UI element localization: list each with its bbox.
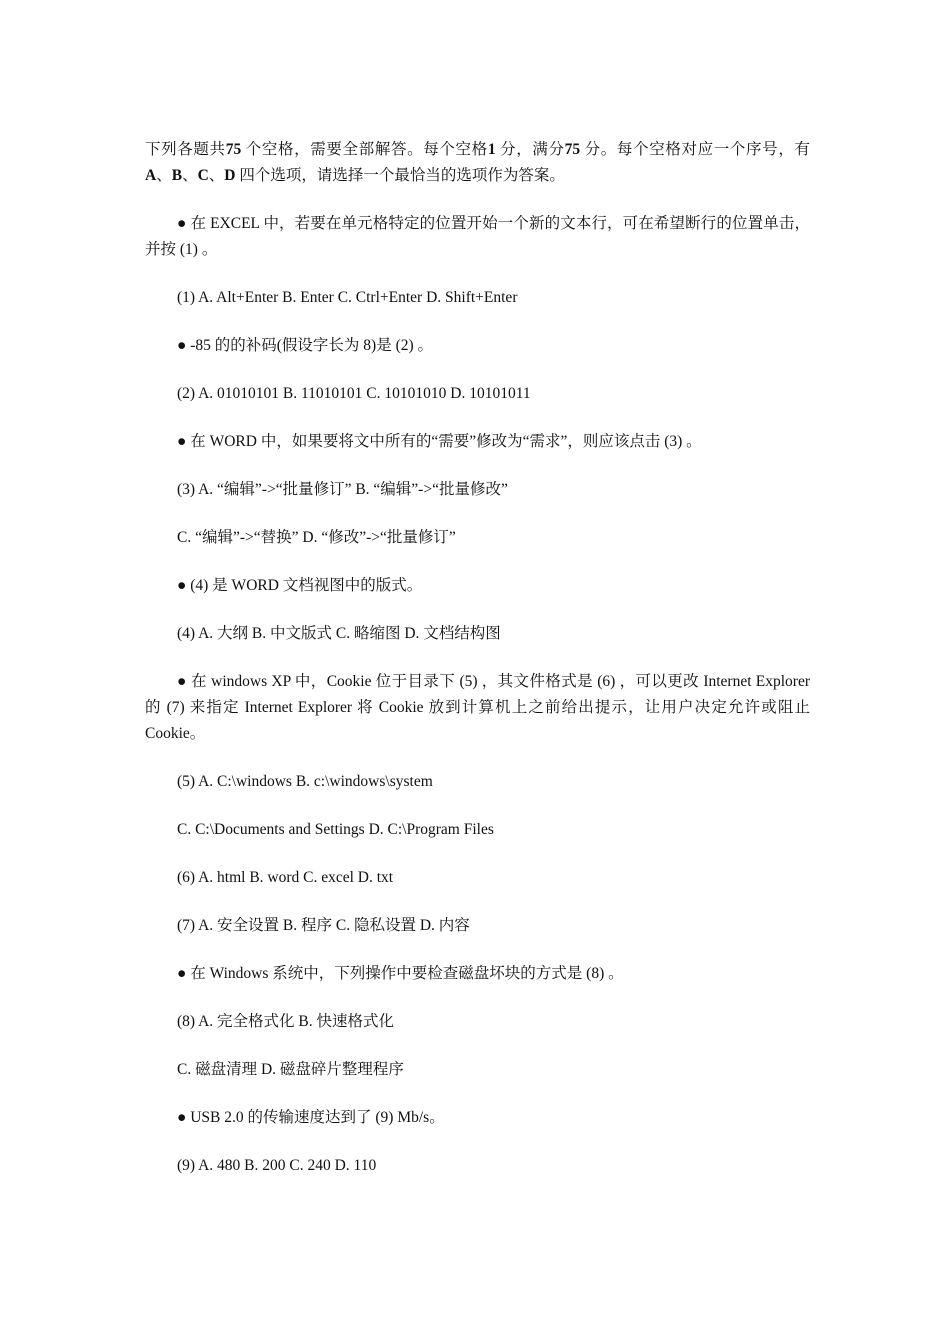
intro-text: 个空格，需要全部解答。每个空格 (241, 141, 488, 158)
question-1: ● 在 EXCEL 中，若要在单元格特定的位置开始一个新的文本行，可在希望断行的位置单击，并按 (1) 。 (145, 215, 810, 258)
options-5-ab: (5) A. C:\windows B. c:\windows\system (177, 773, 433, 790)
options-1: (1) A. Alt+Enter B. Enter C. Ctrl+Enter D. Shift+Enter (177, 289, 518, 306)
question-3: ● 在 WORD 中，如果要将文中所有的“需要”修改为“需求”，则应该点击 (3) 。 (177, 433, 702, 450)
question-2: ● -85 的的补码(假设字长为 8)是 (2) 。 (177, 337, 434, 354)
intro-count: 75 (225, 141, 242, 158)
question-8: ● 在 Windows 系统中，下列操作中要检查磁盘坏块的方式是 (8) 。 (177, 965, 624, 982)
options-3-cd: C. “编辑”->“替换” D. “修改”->“批量修订” (177, 529, 456, 546)
options-8-ab: (8) A. 完全格式化 B. 快速格式化 (177, 1013, 395, 1030)
options-8-cd: C. 磁盘清理 D. 磁盘碎片整理程序 (177, 1061, 404, 1078)
question-4: ● (4) 是 WORD 文档视图中的版式。 (177, 577, 423, 594)
options-5-cd: C. C:\Documents and Settings D. C:\Program Files (177, 821, 494, 838)
intro-option-c: C (197, 167, 209, 184)
options-4: (4) A. 大纲 B. 中文版式 C. 略缩图 D. 文档结构图 (177, 625, 501, 642)
intro-option-d: D (224, 167, 236, 184)
options-9: (9) A. 480 B. 200 C. 240 D. 110 (177, 1157, 377, 1174)
options-2: (2) A. 01010101 B. 11010101 C. 10101010 D. 10101011 (177, 385, 531, 402)
intro-text: 分。每个空格对应一个序号，有 (580, 141, 810, 158)
intro-separator: 、 (208, 167, 225, 184)
intro-paragraph (145, 137, 810, 189)
options-7: (7) A. 安全设置 B. 程序 C. 隐私设置 D. 内容 (177, 917, 470, 934)
question-9: ● USB 2.0 的传输速度达到了 (9) Mb/s。 (177, 1109, 445, 1126)
intro-text: 下列各题共 (145, 141, 226, 158)
intro-score-each: 1 (487, 141, 496, 158)
intro-text: 分，满分 (495, 141, 565, 158)
intro-separator: 、 (156, 167, 172, 184)
options-6: (6) A. html B. word C. excel D. txt (177, 869, 394, 886)
intro-text: 四个选项，请选择一个最恰当的选项作为答案。 (235, 167, 565, 184)
intro-option-a: A (145, 167, 157, 184)
question-5-7: ● 在 windows XP 中，Cookie 位于目录下 (5) ，其文件格式是 (6) ，可以更改 Internet Explorer 的 (7) 来指定 Internet Explorer 将 Cookie 放到计算机上之前给出提示，让用户决定允许或阻止 Cookie。 (145, 673, 810, 742)
intro-score-total: 75 (564, 141, 581, 158)
options-3-ab: (3) A. “编辑”->“批量修订” B. “编辑”->“批量修改” (177, 481, 508, 498)
intro-separator: 、 (182, 167, 198, 184)
intro-option-b: B (171, 167, 183, 184)
document-page (145, 137, 810, 1201)
